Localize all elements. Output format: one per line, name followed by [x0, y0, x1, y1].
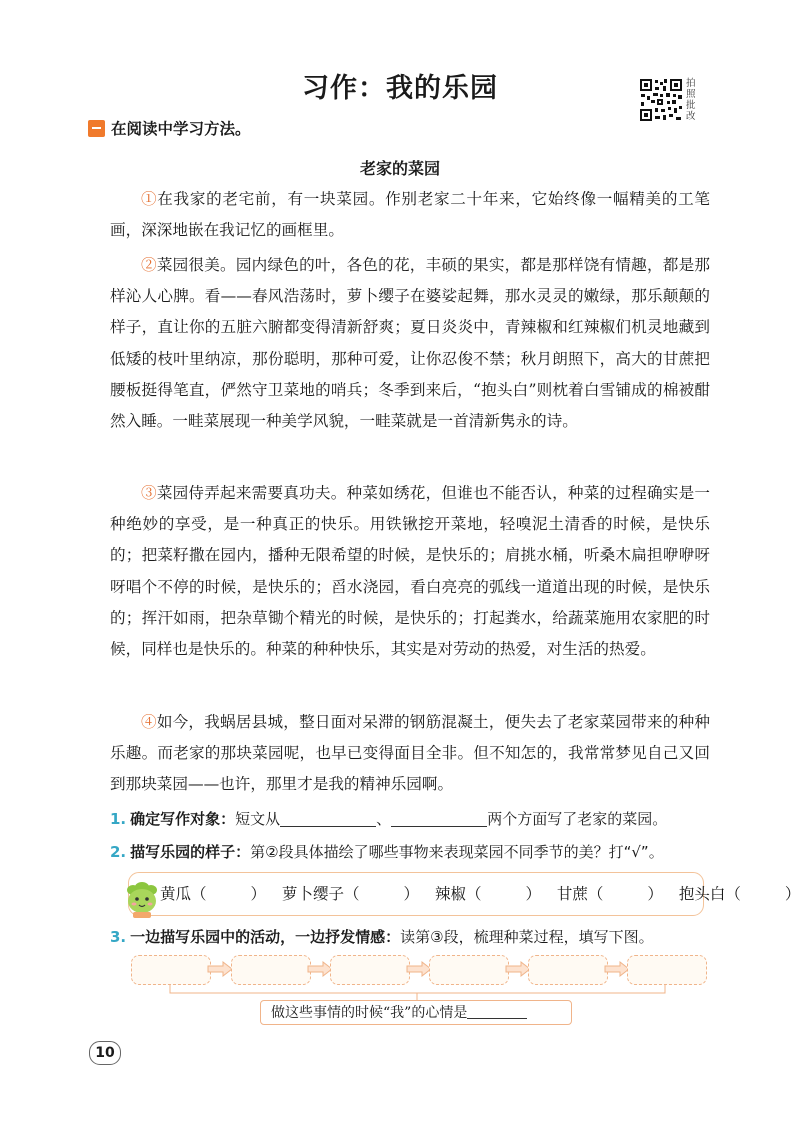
option-label: 辣椒（ [434, 885, 482, 903]
paragraph-text: 如今，我蜗居县城，整日面对呆滞的钢筋混凝土，便失去了老家菜园带来的种种乐趣。而老家的那块菜园呢，也早已变得面目全非。但不知怎的，我常常梦见自己又回到那块菜园——也许，那里才是我的精神乐园啊。 [110, 713, 710, 794]
question-heading: 一边描写乐园中的活动，一边抒发情感： [130, 928, 401, 946]
paragraph-4 [110, 707, 710, 801]
option-cabbage [679, 883, 800, 905]
flow-step-box-1[interactable] [131, 955, 211, 985]
minus-badge-icon [88, 120, 105, 137]
question-heading: 确定写作对象： [130, 810, 236, 828]
paragraph-1 [110, 184, 710, 246]
option-label: 黄瓜（ [160, 885, 207, 903]
option-label: 萝卜缨子（ [281, 885, 360, 903]
article-title: 老家的菜园 [359, 159, 440, 178]
option-close: ） [784, 885, 800, 903]
option-sugarcane [557, 883, 663, 905]
flow-step-box-2[interactable] [231, 955, 311, 985]
section-heading [88, 117, 251, 139]
option-close: ） [525, 885, 541, 903]
option-radish-leaves [282, 883, 419, 905]
question-number: 3. [110, 928, 127, 946]
option-label: 抱头白（ [678, 885, 741, 903]
paragraph-2 [110, 250, 710, 437]
answer-blank-1[interactable] [280, 810, 376, 827]
qr-caption: 拍照批改 [686, 78, 696, 122]
question-text: 读第③段，梳理种菜过程，填写下图。 [400, 928, 654, 946]
summary-text: 做这些事情的时候“我”的心情是 [271, 1005, 468, 1021]
flow-step-box-3[interactable] [330, 955, 410, 985]
mood-answer-blank[interactable] [467, 1004, 527, 1019]
section-heading-text: 在阅读中学习方法。 [111, 120, 251, 138]
option-cucumber [160, 883, 266, 905]
paragraph-number: ② [141, 256, 157, 274]
question-1 [110, 808, 720, 830]
question-number: 1. [110, 810, 127, 828]
question-3 [110, 926, 720, 948]
paragraph-number: ③ [141, 484, 157, 502]
paragraph-3 [110, 478, 710, 665]
question-text: 短文从 [235, 810, 281, 828]
question-heading: 描写乐园的样子： [130, 843, 251, 861]
question-text: 、 [376, 810, 392, 828]
paragraph-text: 菜园很美。园内绿色的叶，各色的花，丰硕的果实，都是那样饶有情趣，都是那样沁人心脾。看——春风浩荡时，萝卜缨子在婆娑起舞，那水灵灵的嫩绿，那乐颠颠的样子，直让你的五脏六腑都变得清新舒爽；夏日炎炎中，青辣椒和红辣椒们机灵地藏到低矮的枝叶里纳凉，那份聪明，那种可爱，让你忍俊不禁；秋月朗照下，高大的甘蔗把腰板挺得笔直，俨然守卫菜地的哨兵；冬季到来后，“抱头白”则枕着白雪铺成的棉被酣然入睡。一畦菜展现一种美学风貌，一畦菜就是一首清新隽永的诗。 [110, 256, 710, 431]
summary-box [260, 1000, 572, 1025]
paragraph-number: ① [141, 190, 158, 208]
question-text: 两个方面写了老家的菜园。 [487, 810, 668, 828]
options-row [160, 883, 800, 905]
question-number: 2. [110, 843, 127, 861]
qr-code-icon[interactable] [639, 78, 683, 122]
flow-step-box-4[interactable] [429, 955, 509, 985]
arrow-right-icon [207, 961, 233, 977]
paragraph-text: 在我家的老宅前，有一块菜园。作别老家二十年来，它始终像一幅精美的工笔画，深深地嵌在我记忆的画框里。 [110, 190, 710, 240]
option-label: 甘蔗（ [556, 885, 604, 903]
option-close: ） [403, 885, 419, 903]
flow-step-box-5[interactable] [528, 955, 608, 985]
question-2 [110, 841, 720, 863]
paragraph-text: 菜园侍弄起来需要真功夫。种菜如绣花，但谁也不能否认，种菜的过程确实是一种绝妙的享受，是一种真正的快乐。用铁锹挖开菜地，轻嗅泥土清香的时候，是快乐的；把菜籽撒在园内，播种无限希望的时候，是快乐的；肩挑水桶，听桑木扁担咿咿呀呀唱个不停的时候，是快乐的；舀水浇园，看白亮亮的弧线一道道出现的时候，是快乐的；挥汗如雨，把杂草锄个精光的时候，是快乐的；打起粪水，给蔬菜施用农家肥的时候，同样也是快乐的。种菜的种种快乐，其实是对劳动的热爱，对生活的热爱。 [110, 484, 710, 659]
flow-step-box-6[interactable] [627, 955, 707, 985]
page-number: 10 [89, 1041, 121, 1065]
option-close: ） [647, 885, 663, 903]
option-pepper [435, 883, 541, 905]
sprout-mascot-icon [122, 877, 162, 919]
page-title: 习作：我的乐园 [302, 73, 498, 104]
question-text: 第②段具体描绘了哪些事物来表现菜园不同季节的美？打“√”。 [250, 843, 664, 861]
paragraph-number: ④ [141, 713, 157, 731]
option-close: ） [250, 885, 267, 903]
answer-blank-2[interactable] [391, 810, 487, 827]
